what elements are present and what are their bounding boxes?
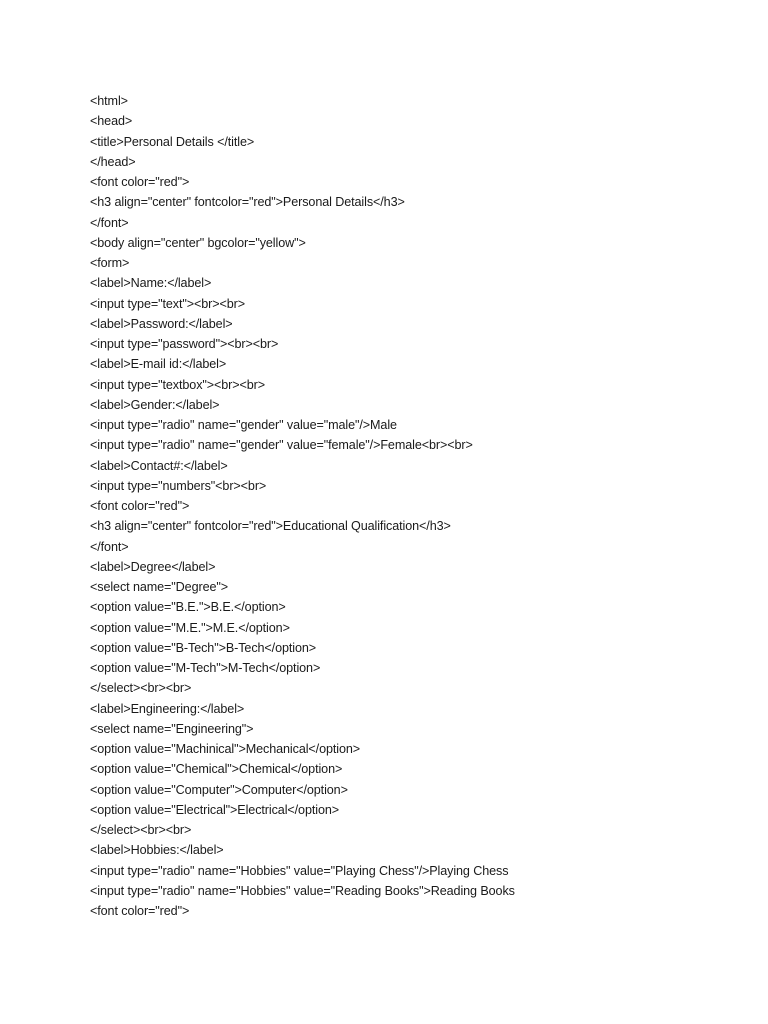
code-line: <option value="Chemical">Chemical</option> xyxy=(90,762,343,777)
code-line: <label>Contact#:</label> xyxy=(90,458,228,473)
code-line: </font> xyxy=(90,215,129,230)
code-line: <font color="red"> xyxy=(90,175,190,189)
code-line: <option value="M.E.">M.E.</option> xyxy=(90,620,290,635)
code-line: <h3 align="center" fontcolor="red">Personal Details</h3> xyxy=(90,195,405,210)
code-line: <label>Name:</label> xyxy=(90,276,212,291)
code-line: <input type="radio" name="Hobbies" value="Reading Books">Reading Books xyxy=(90,883,515,898)
code-line: <h3 align="center" fontcolor="red">Educational Qualification</h3> xyxy=(90,519,451,534)
code-line: <form> xyxy=(90,256,130,270)
code-line: <font color="red"> xyxy=(90,499,190,513)
code-line: <html> xyxy=(90,94,128,108)
code-line: <input type="radio" name="gender" value="female"/>Female<br><br> xyxy=(90,438,473,453)
code-line: <option value="Electrical">Electrical</option> xyxy=(90,802,340,817)
code-line: <input type="radio" name="Hobbies" value="Playing Chess"/>Playing Chess xyxy=(90,863,509,878)
code-line: <body align="center" bgcolor="yellow"> xyxy=(90,235,306,250)
code-line: <input type="password"><br><br> xyxy=(90,337,279,351)
code-line: <label>Password:</label> xyxy=(90,316,233,331)
code-line: <option value="M-Tech">M-Tech</option> xyxy=(90,661,321,675)
code-line: </font> xyxy=(90,539,129,554)
code-line: </head> xyxy=(90,154,136,169)
code-line: </select><br><br> xyxy=(90,823,192,837)
code-listing xyxy=(90,91,730,921)
code-line: </select><br><br> xyxy=(90,681,192,696)
code-line: <font color="red"> xyxy=(90,904,190,918)
code-line: <label>Engineering:</label> xyxy=(90,701,245,716)
code-line: <title>Personal Details </title> xyxy=(90,134,255,149)
code-line: <input type="text"><br><br> xyxy=(90,296,246,311)
code-line: <input type="numbers"<br><br> xyxy=(90,478,267,493)
code-line: <select name="Engineering"> xyxy=(90,721,254,736)
code-line: <option value="B.E.">B.E.</option> xyxy=(90,600,286,615)
code-line: <input type="textbox"><br><br> xyxy=(90,377,266,392)
code-line: <label>Gender:</label> xyxy=(90,397,220,412)
code-line: <select name="Degree"> xyxy=(90,580,229,594)
code-line: <option value="Computer">Computer</option> xyxy=(90,782,348,797)
code-line: <input type="radio" name="gender" value="male"/>Male xyxy=(90,418,397,432)
code-line: <head> xyxy=(90,114,133,129)
code-line: <label>E-mail id:</label> xyxy=(90,357,227,372)
code-line: <label>Hobbies:</label> xyxy=(90,843,224,858)
code-line: <option value="B-Tech">B-Tech</option> xyxy=(90,640,317,655)
code-line: <label>Degree</label> xyxy=(90,559,216,574)
code-line: <option value="Machinical">Mechanical</option> xyxy=(90,742,361,756)
